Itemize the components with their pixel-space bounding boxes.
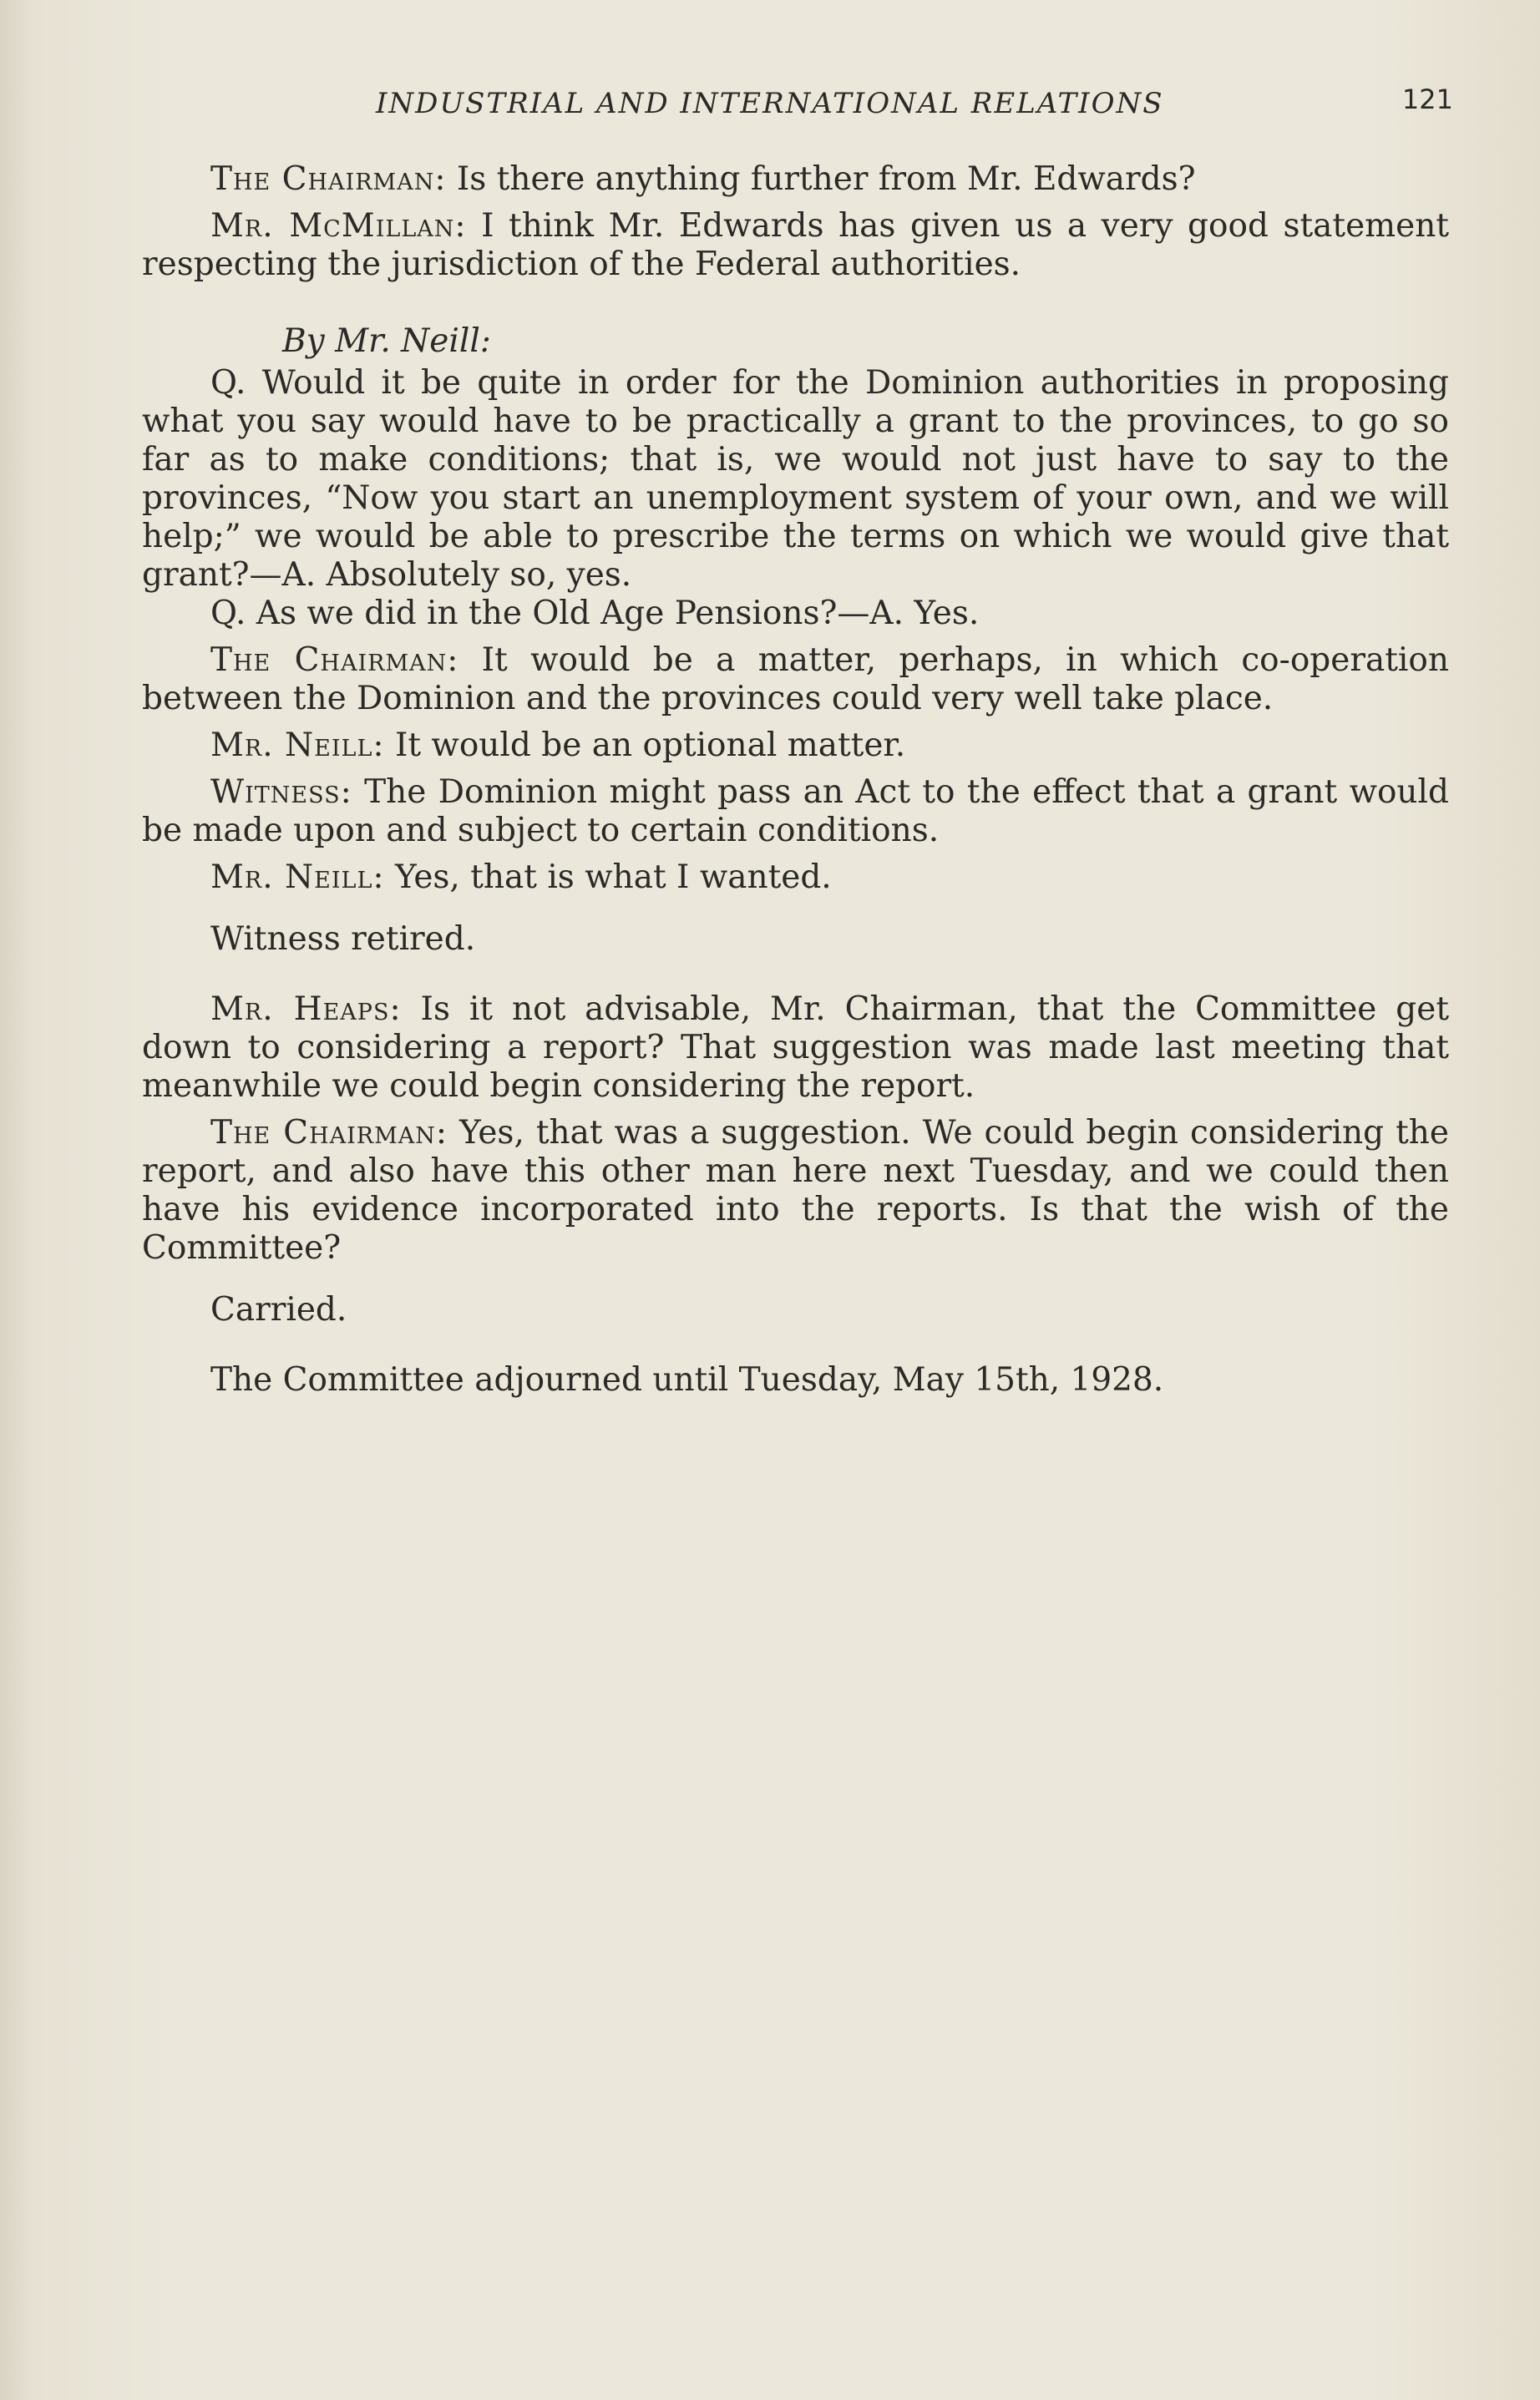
paragraph (142, 1361, 1449, 1400)
paragraph (142, 1291, 1449, 1329)
section-heading: By Mr. Neill: (282, 322, 491, 360)
paragraph (142, 920, 1449, 959)
paragraph-text: Is it not advisable, Mr. Chairman, that the Committee get down to considering a report? That suggestion was made last meeting that meanwhile we could begin considering the report. (142, 990, 1449, 1105)
paragraph-text: It would be an optional matter. (384, 727, 906, 764)
paragraph-text: I think Mr. Edwards has given us a very good statement respecting the jurisdiction of the Federal authorities. (142, 207, 1450, 283)
paragraph-text: Q. Would it be quite in order for the Dominion authorities in proposing what you say would have to be practically a grant to the provinces, to go so far as to make conditions; that is, we would not just have to say to the provinces, “Now you start an unemployment system of your own, and we will help;” we would be able to prescribe the terms on which we would give that grant?—A. Absolutely so, yes. (142, 364, 1449, 594)
paragraph-text: Carried. (210, 1291, 347, 1329)
paragraph (142, 160, 1449, 199)
paragraph (142, 727, 1449, 765)
paragraph (142, 773, 1449, 850)
speaker-name: The Chairman: (210, 1114, 448, 1152)
speaker-name: The Chairman: (210, 641, 459, 679)
paragraph-text: The Committee adjourned until Tuesday, May 15th, 1928. (210, 1361, 1164, 1399)
paragraph (142, 1114, 1449, 1268)
paragraph-text: Q. As we did in the Old Age Pensions?—A. Yes. (210, 595, 980, 632)
paragraph-text: Witness retired. (210, 920, 476, 958)
speaker-name: Mr. Neill: (210, 727, 385, 764)
speaker-name: Witness: (210, 773, 352, 811)
paragraph (142, 990, 1449, 1106)
paragraph-text: The Dominion might pass an Act to the effect that a grant would be made upon and subject to certain conditions. (142, 773, 1449, 849)
paragraph-text: Is there anything further from Mr. Edwards? (446, 160, 1196, 198)
page-header (142, 84, 1453, 134)
paragraph (142, 641, 1449, 718)
paragraph (142, 207, 1449, 284)
speaker-name: Mr. Heaps: (210, 990, 402, 1028)
paragraph-text: Yes, that is what I wanted. (384, 858, 832, 896)
paragraph (142, 858, 1449, 897)
paragraph (142, 364, 1449, 595)
page-body (142, 160, 1449, 1400)
speaker-name: Mr. Neill: (210, 858, 385, 896)
paragraph (142, 595, 1449, 633)
running-head: INDUSTRIAL AND INTERNATIONAL RELATIONS (376, 87, 1164, 120)
speaker-name: Mr. McMillan: (210, 207, 467, 245)
page-number: 121 (1401, 84, 1453, 115)
paragraph-text: Yes, that was a suggestion. We could begin considering the report, and also have this other man here next Tuesday, and we could then have his evidence incorporated into the reports. Is that the wish of the Committee? (142, 1114, 1449, 1267)
paragraph-text: It would be a matter, perhaps, in which co-operation between the Dominion and the provinces could very well take place. (142, 641, 1449, 717)
speaker-name: The Chairman: (210, 160, 447, 198)
